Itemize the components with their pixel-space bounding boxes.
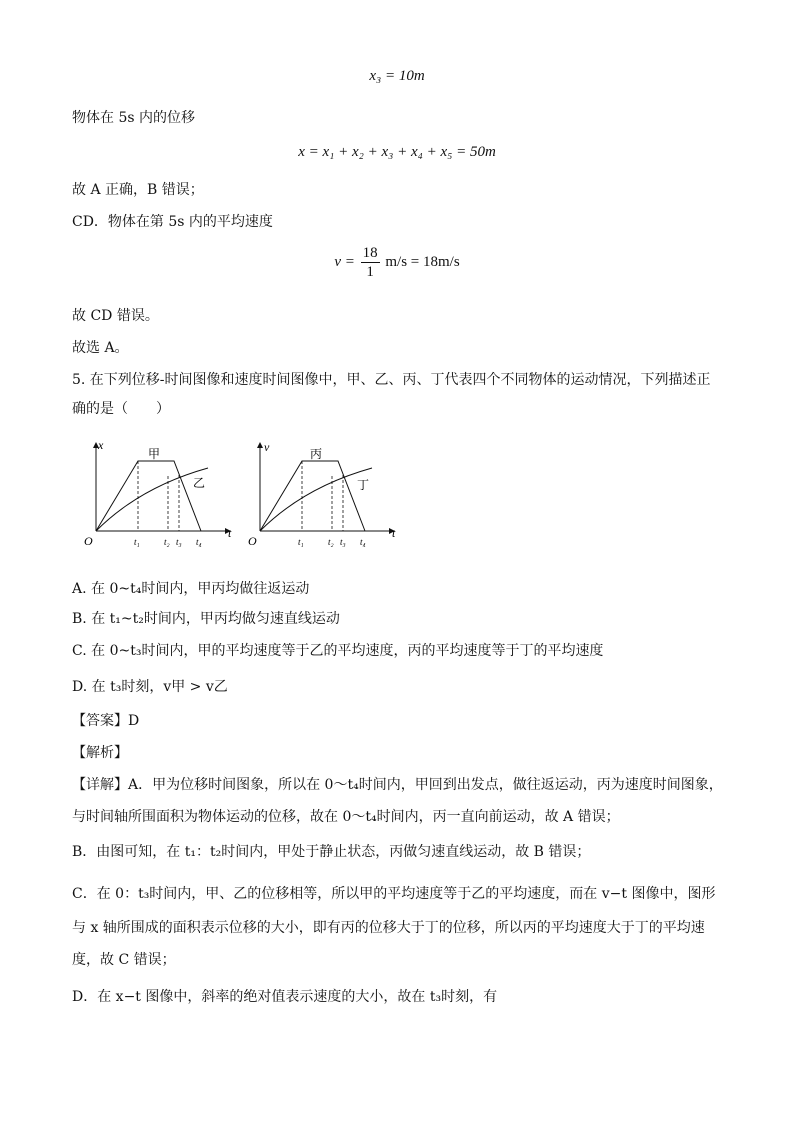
question-5-line2: 确的是（ ） xyxy=(72,401,170,417)
graph2-label-bing: 丙 xyxy=(310,447,323,461)
graph2-line-bing xyxy=(260,461,365,531)
answer-label: 【答案】D xyxy=(72,713,140,729)
graph1-tick-t4: t₄ xyxy=(196,537,202,547)
option-a: A. 在 0~t₄时间内，甲丙均做往返运动 xyxy=(72,581,310,597)
graph1-curve-yi xyxy=(96,468,208,531)
equation-velocity xyxy=(0,244,794,281)
detail-a-line1: 【详解】A．甲为位移时间图象，所以在 0～t₄时间内，甲回到出发点，做往返运动，丙为速度时间图象， xyxy=(72,777,723,793)
eq-v-lhs: v = xyxy=(334,253,355,270)
eq-v-fraction xyxy=(361,244,380,281)
option-d: D. 在 t₃时刻，v甲 > v乙 xyxy=(72,679,228,695)
detail-b: B．由图可知，在 t₁：t₂时间内，甲处于静止状态，丙做匀速直线运动，故 B 错误； xyxy=(72,844,591,860)
graph2-origin: O xyxy=(248,534,257,548)
motion-graphs xyxy=(80,437,410,552)
graph1-tick-t3: t₃ xyxy=(176,537,182,547)
graph-x-t xyxy=(84,438,232,548)
graph2-curve-ding xyxy=(260,468,372,531)
option-b: B. 在 t₁~t₂时间内，甲丙均做匀速直线运动 xyxy=(72,611,340,627)
eq-v-numerator: 18 xyxy=(362,245,378,261)
text-cd-average-velocity: CD．物体在第 5s 内的平均速度 xyxy=(72,214,273,230)
graph1-label-jia: 甲 xyxy=(148,447,161,461)
graph1-y-label: x xyxy=(98,438,104,452)
detail-c-line3: 度，故 C 错误； xyxy=(72,952,176,968)
graph2-y-label: v xyxy=(264,440,270,454)
graph2-label-ding: 丁 xyxy=(357,478,370,492)
question-5-line1: 5. 在下列位移-时间图像和速度时间图像中，甲、乙、丙、丁代表四个不同物体的运动情况，下列描述正 xyxy=(72,372,711,388)
analysis-label: 【解析】 xyxy=(72,745,128,761)
graph2-x-label: t xyxy=(392,526,396,540)
eq-v-rhs: m/s = 18m/s xyxy=(385,253,460,270)
text-choose-a: 故选 A。 xyxy=(72,340,129,356)
text-cd-wrong: 故 CD 错误。 xyxy=(72,308,159,324)
graph2-tick-t2: t₂ xyxy=(328,537,334,547)
graph1-label-yi: 乙 xyxy=(193,476,206,490)
graph2-tick-t3: t₃ xyxy=(340,537,346,547)
text-a-correct: 故 A 正确，B 错误； xyxy=(72,182,204,198)
graph2-tick-t1: t₁ xyxy=(298,537,304,547)
graph2-tick-t4: t₄ xyxy=(360,537,366,547)
option-c: C. 在 0~t₃时间内，甲的平均速度等于乙的平均速度，丙的平均速度等于丁的平均速度 xyxy=(72,643,604,659)
detail-c-line1: C．在 0：t₃时间内，甲、乙的位移相等，所以甲的平均速度等于乙的平均速度，而在 v−t 图像中，图形 xyxy=(72,886,716,902)
graph1-line-jia xyxy=(96,461,201,531)
graph1-tick-t2: t₂ xyxy=(164,537,170,547)
graph1-tick-t1: t₁ xyxy=(134,537,140,547)
eq-v-denominator: 1 xyxy=(366,264,374,280)
graph-v-t xyxy=(248,440,396,548)
equation-x3: x₃ = 10m xyxy=(369,68,425,84)
graph1-x-label: t xyxy=(228,526,232,540)
text-5s-displacement: 物体在 5s 内的位移 xyxy=(72,110,195,126)
detail-c-line2: 与 x 轴所围成的面积表示位移的大小，即有丙的位移大于丁的位移，所以丙的平均速度大于丁的平均速 xyxy=(72,920,705,936)
detail-d: D．在 x−t 图像中，斜率的绝对值表示速度的大小，故在 t₃时刻，有 xyxy=(72,989,498,1005)
detail-a-line2: 与时间轴所围面积为物体运动的位移，故在 0～t₄时间内，丙一直向前运动，故 A 错误； xyxy=(72,809,620,825)
equation-total-displacement: x = x₁ + x₂ + x₃ + x₄ + x₅ = 50m xyxy=(298,144,496,160)
graph1-origin: O xyxy=(84,534,93,548)
